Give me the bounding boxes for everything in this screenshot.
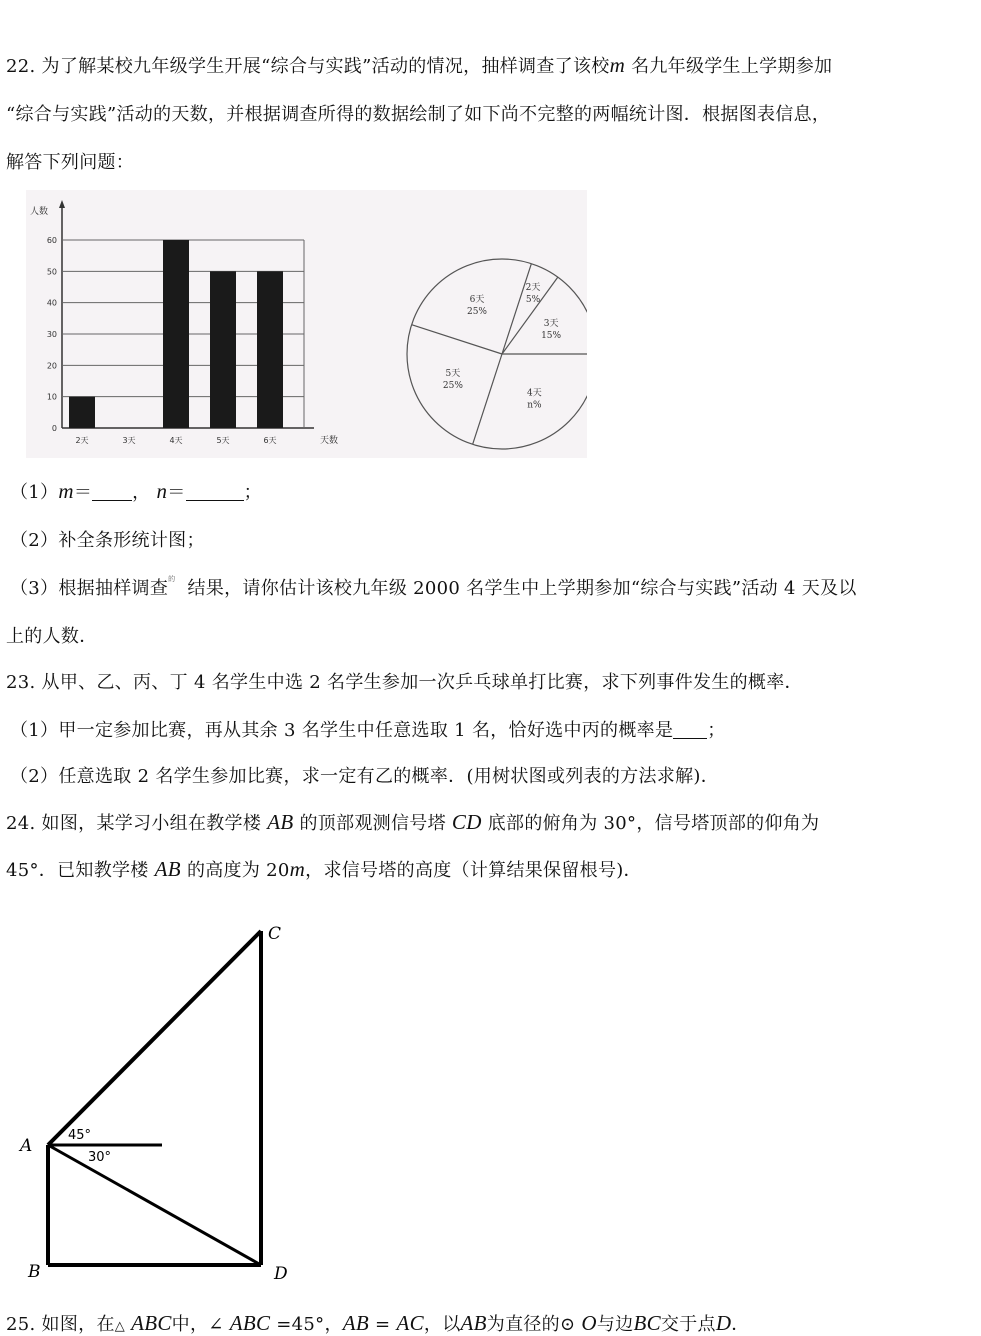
y-tick-label: 60	[46, 236, 57, 245]
q23-sub1-text: （1）甲一定参加比赛，再从其余 3 名学生中任意选取 1 名，恰好选中丙的概率是	[10, 720, 674, 741]
answer-blank-m[interactable]	[92, 482, 132, 501]
sightline-ac	[48, 931, 261, 1145]
angle-symbol: ∠	[208, 1314, 224, 1335]
label-b: B	[28, 1262, 41, 1282]
var-n: n	[156, 479, 168, 503]
pie-percent-label: 15%	[541, 330, 562, 341]
var-o: O	[581, 1311, 597, 1335]
x-tick-label: 3天	[122, 436, 136, 445]
x-tick-label: 6天	[263, 436, 277, 445]
equals-sign: =	[369, 1314, 397, 1335]
q25-text: =45°，	[270, 1314, 343, 1335]
answer-blank-prob[interactable]	[673, 720, 707, 739]
q22-sub3-text: 结果，请你估计该校九年级 2000 名学生中上学期参加“综合与实践”活动 4 天及以	[187, 578, 857, 599]
q25-text: ．	[731, 1314, 750, 1335]
pie-chart	[26, 190, 587, 458]
q23-sub2: （2）任意选取 2 名学生参加比赛，求一定有乙的概率．(用树状图或列表的方法求解)．	[10, 766, 719, 787]
q24-text: 底部的俯角为 30°，信号塔顶部的仰角为	[487, 813, 820, 834]
pie-percent-label: 25%	[442, 381, 463, 392]
angle-30-label: 30°	[88, 1150, 112, 1165]
q25-text: 为直径的	[486, 1314, 560, 1335]
label-a: A	[20, 1136, 33, 1156]
y-tick-label: 40	[46, 298, 57, 308]
var-abc: ABC	[229, 1311, 271, 1335]
pie-percent-label: 25%	[466, 306, 487, 317]
q24-text: ，求信号塔的高度（计算结果保留根号)．	[305, 860, 642, 881]
y-axis-label: 人数	[30, 207, 49, 217]
unit-m: m	[289, 857, 306, 881]
pie-percent-label: n%	[527, 400, 542, 411]
answer-blank-n[interactable]	[186, 482, 244, 501]
var-ab: AB	[460, 1311, 487, 1335]
q24-text: 的高度为 20	[186, 860, 290, 881]
q22-line3: 解答下列问题：	[6, 152, 135, 173]
sightline-ad	[48, 1145, 261, 1265]
var-ab: AB	[154, 857, 181, 881]
x-tick-label: 5天	[216, 436, 230, 445]
q22-sub3	[10, 574, 857, 600]
label-d: D	[274, 1264, 288, 1284]
pie-slice-edge	[473, 354, 502, 444]
pie-label: 6天	[469, 294, 485, 305]
y-tick-label: 50	[46, 267, 57, 277]
q22-text: 22. 为了解某校九年级学生开展“综合与实践”活动的情况，抽样调查了该校	[6, 56, 610, 77]
q24-text: 45°．已知教学楼	[6, 860, 149, 881]
q24-text: 24. 如图，某学习小组在教学楼	[6, 813, 262, 834]
semicolon: ；	[243, 482, 262, 503]
q23-line1: 23. 从甲、乙、丙、丁 4 名学生中选 2 名学生参加一次乒乓球单打比赛，求下列事件发生的概率．	[6, 672, 803, 693]
var-ac: AC	[396, 1311, 424, 1335]
triangle-symbol: △	[114, 1319, 126, 1334]
semicolon: ；	[707, 720, 726, 741]
x-axis-label: 天数	[320, 436, 339, 446]
q22-sub3-text: （3）根据抽样调查	[10, 578, 169, 599]
q22-figure	[26, 190, 587, 458]
equals-sign: ＝	[167, 482, 186, 503]
var-bc: BC	[633, 1311, 661, 1335]
q22-sub3-cont: 上的人数．	[6, 626, 98, 647]
equals-sign: ＝	[73, 482, 93, 503]
var-cd: CD	[451, 810, 482, 834]
q22-line1	[6, 52, 832, 78]
q25-text: 中，	[171, 1314, 209, 1335]
q22-sub1-prefix: （1）	[10, 482, 59, 503]
q23-sub1	[10, 716, 726, 742]
pie-percent-label: 5%	[525, 295, 541, 306]
q24-diagram	[0, 905, 330, 1295]
x-tick-label: 2天	[75, 436, 89, 445]
var-abc: ABC	[131, 1311, 172, 1335]
var-ab: AB	[342, 1311, 370, 1335]
q25-line1	[6, 1310, 750, 1336]
x-tick-label: 4天	[169, 436, 183, 445]
q22-line2: “综合与实践”活动的天数，并根据调查所得的数据绘制了如下尚不完整的两幅统计图．根据图表信息，	[6, 104, 831, 125]
q22-sub1	[10, 478, 262, 504]
circle-symbol: ⊙	[559, 1314, 576, 1335]
pie-slice-edge	[412, 325, 502, 354]
q25-text: 与边	[596, 1314, 634, 1335]
y-tick-label: 0	[51, 424, 57, 433]
var-ab: AB	[267, 810, 294, 834]
stray-mark: 的	[168, 575, 176, 583]
q24-line1	[6, 809, 819, 835]
var-d: D	[715, 1311, 732, 1335]
q24-text: 的顶部观测信号塔	[299, 813, 446, 834]
pie-label: 5天	[445, 369, 461, 380]
q22-text: 名九年级学生上学期参加	[631, 56, 833, 77]
angle-45-label: 45°	[68, 1128, 92, 1143]
q25-text: 25. 如图，在	[6, 1314, 115, 1335]
q24-line2	[6, 856, 642, 882]
q25-text: ，以	[423, 1314, 461, 1335]
var-m: m	[58, 479, 74, 503]
y-tick-label: 20	[46, 361, 57, 371]
y-tick-label: 30	[46, 330, 57, 339]
comma: ，	[132, 482, 151, 503]
q25-text: 交于点	[660, 1314, 716, 1335]
pie-label: 3天	[543, 318, 559, 329]
q22-sub2: （2）补全条形统计图；	[10, 530, 205, 551]
pie-slice-edge	[502, 264, 531, 354]
pie-label: 4天	[527, 388, 542, 399]
pie-label: 2天	[525, 283, 541, 294]
y-tick-label: 10	[46, 392, 57, 402]
var-m: m	[609, 53, 626, 77]
label-c: C	[268, 924, 282, 944]
